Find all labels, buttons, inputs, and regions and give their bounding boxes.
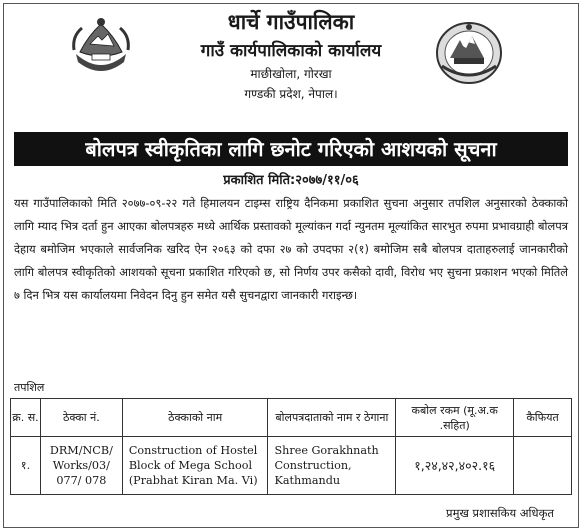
letterhead — [0, 8, 582, 104]
header-contract-no: ठेक्का नं. — [40, 399, 122, 437]
header-amount: कबोल रकम (मू.अ.क .सहित) — [396, 399, 514, 437]
address-line-1: माछीखोला, गोरखा — [250, 67, 332, 81]
details-label: तपशिल — [14, 381, 45, 394]
signatory-title: प्रमुख प्रशासकिय अधिकृत — [446, 506, 554, 520]
table-row — [11, 437, 572, 495]
notice-title: बोलपत्र स्वीकृतिका लागि छनोट गरिएको आशयको सूचना — [14, 132, 568, 166]
office-name: गाउँ कार्यपालिकाको कार्यालय — [200, 41, 382, 61]
cell-remarks — [514, 437, 572, 495]
address-line-2: गण्डकी प्रदेश, नेपाल। — [244, 87, 338, 101]
organization-name: धार्चे गाउँपालिका — [227, 10, 355, 34]
table-header-row — [11, 399, 572, 437]
header-bidder: बोलपत्रदाताको नाम र ठेगाना — [268, 399, 396, 437]
cell-amount: १,२४,४२,४०२.१६ — [396, 437, 514, 495]
cell-contract-no: DRM/NCB/ Works/03/ 077/ 078 — [40, 437, 122, 495]
cell-sn: १. — [11, 437, 41, 495]
header-contract-name: ठेक्काको नाम — [122, 399, 268, 437]
header-sn: क्र. स. — [11, 399, 41, 437]
cell-contract-name: Construction of Hostel Block of Mega School (Prabhat Kiran Ma. Vi) — [122, 437, 268, 495]
cell-bidder: Shree Gorakhnath Construction, Kathmandu — [268, 437, 396, 495]
header-remarks: कैफियत — [514, 399, 572, 437]
contract-table — [10, 398, 572, 495]
notice-body: यस गाउँपालिकाको मिति २०७७-०९-२२ गते हिमालयन टाइम्स राष्ट्रिय दैनिकमा प्रकाशित सुचना अनुसार तपशिल अनुसारको ठेक्काको लागि म्याद भित्र दर्ता हुन आएका बोलपत्रहरु मध्ये आर्थिक प्रस्तावको मूल्यांकन गर्दा न्युनतम मूल्यांकित सारभुत रुपमा प्रभावग्राही बोलपत्र देहाय बमोजिम भएकाले सार्वजनिक खरिद ऐन २०६३ को दफा २७ को उपदफा २(१) बमोजिम सबै बोलपत्र दाताहरुलाई जानकारीको लागि बोलपत्र स्वीकृतिको आशयको सूचना प्रकाशित गरिएको छ, सो निर्णय उपर कसैको दावी, विरोध भए सुचना प्रकाशन भएको मितिले ७ दिन भित्र यस कार्यालयमा निवेदन दिनु हुन समेत यसै सुचनद्वारा जानकारी गराइन्छ। — [14, 196, 568, 302]
published-date: प्रकाशित मिति:२०७७/११/०६ — [223, 173, 359, 188]
